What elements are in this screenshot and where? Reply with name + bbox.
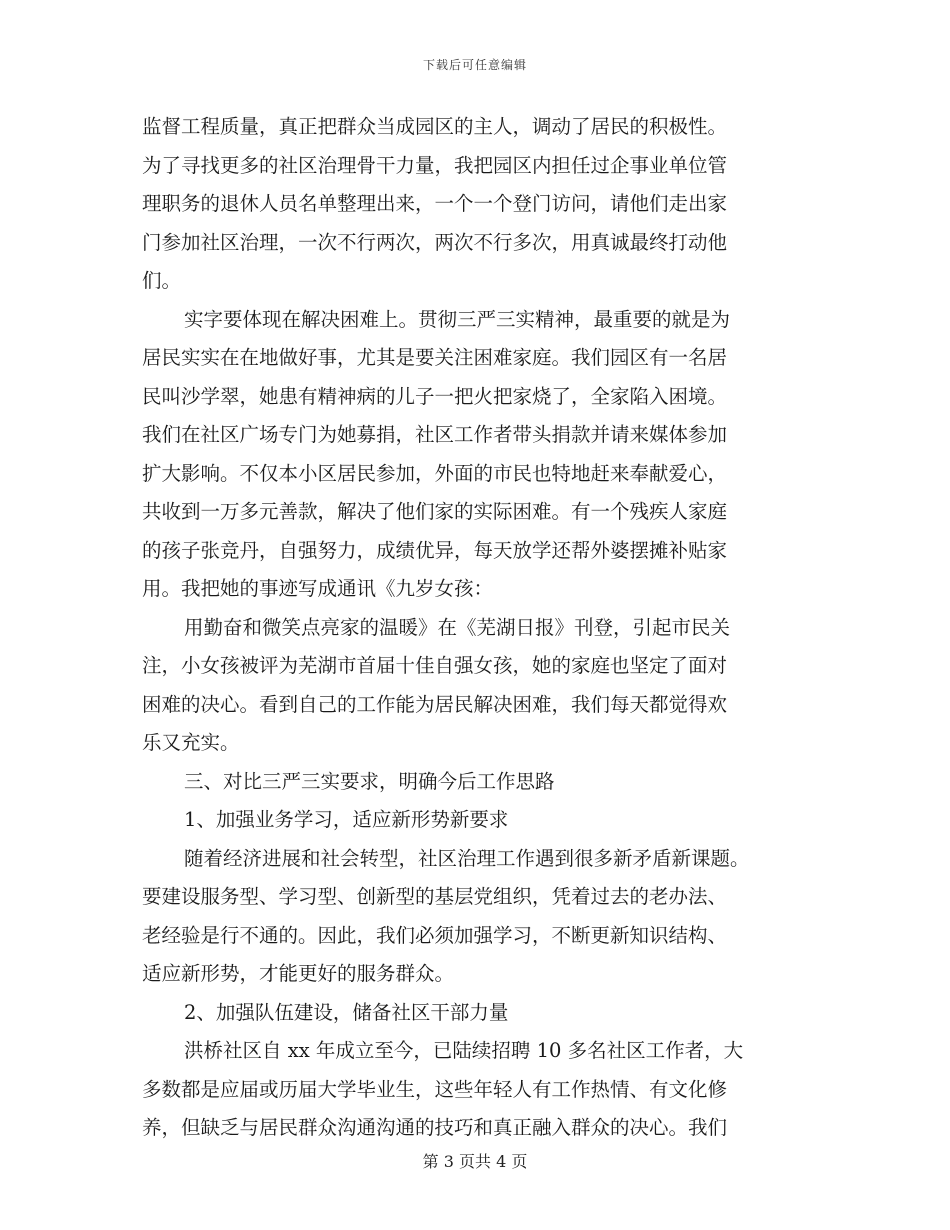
text-line: 理职务的退休人员名单整理出来，一个一个登门访问，请他们走出家 <box>142 192 728 215</box>
text-line: 我们在社区广场专门为她募捐，社区工作者带头捐款并请来媒体参加 <box>142 423 728 446</box>
text-line: 共收到一万多元善款，解决了他们家的实际困难。有一个残疾人家庭 <box>142 500 728 523</box>
text-line: 多数都是应届或历届大学毕业生，这些年轻人有工作热情、有文化修 <box>142 1077 728 1101</box>
text-line: 困难的决心。看到自己的工作能为居民解决困难，我们每天都觉得欢 <box>142 692 728 716</box>
text-line: 用。我把她的事迹写成通讯《九岁女孩： <box>142 577 494 600</box>
text-line: 老经验是行不通的。因此，我们必须加强学习，不断更新知识结构、 <box>142 923 728 947</box>
text-line: 1、加强业务学习，适应新形势新要求 <box>184 808 509 831</box>
text-line: 居民实实在在地做好事，尤其是要关注困难家庭。我们园区有一名居 <box>142 346 728 369</box>
text-line: 2、加强队伍建设，储备社区干部力量 <box>184 1000 509 1024</box>
text-line: 随着经济进展和社会转型，社区治理工作遇到很多新矛盾新课题。 <box>184 846 750 870</box>
text-line: 养，但缺乏与居民群众沟通沟通的技巧和真正融入群众的决心。我们 <box>142 1116 728 1139</box>
text-line: 为了寻找更多的社区治理骨干力量，我把园区内担任过企事业单位管 <box>142 153 728 177</box>
text-line: 三、对比三严三实要求，明确今后工作思路 <box>184 769 555 793</box>
text-line: 要建设服务型、学习型、创新型的基层党组织，凭着过去的老办法、 <box>142 885 728 908</box>
page-header: 下载后可任意编辑 <box>422 58 527 72</box>
text-line: 注，小女孩被评为芜湖市首届十佳自强女孩，她的家庭也坚定了面对 <box>142 654 728 677</box>
text-line: 扩大影响。不仅本小区居民参加，外面的市民也特地赶来奉献爱心， <box>142 461 728 485</box>
text-line: 乐又充实。 <box>142 731 240 754</box>
text-line: 适应新形势，才能更好的服务群众。 <box>142 962 455 985</box>
text-line: 的孩子张竞丹，自强努力，成绩优异，每天放学还帮外婆摆摊补贴家 <box>142 538 728 562</box>
document-body <box>142 108 810 1148</box>
text-line: 实字要体现在解决困难上。贯彻三严三实精神，最重要的就是为 <box>184 307 731 331</box>
text-line: 们。 <box>142 269 182 292</box>
page-footer: 第 3 页共 4 页 <box>422 1152 528 1171</box>
text-line: 民叫沙学翠，她患有精神病的儿子一把火把家烧了，全家陷入困境。 <box>142 384 728 408</box>
text-line: 门参加社区治理，一次不行两次，两次不行多次，用真诚最终打动他 <box>142 230 728 254</box>
text-line: 洪桥社区自 xx 年成立至今，已陆续招聘 10 多名社区工作者，大 <box>184 1039 744 1062</box>
text-line: 监督工程质量，真正把群众当成园区的主人，调动了居民的积极性。 <box>142 115 728 138</box>
text-line: 用勤奋和微笑点亮家的温暖》在《芜湖日报》刊登，引起市民关 <box>184 615 731 639</box>
